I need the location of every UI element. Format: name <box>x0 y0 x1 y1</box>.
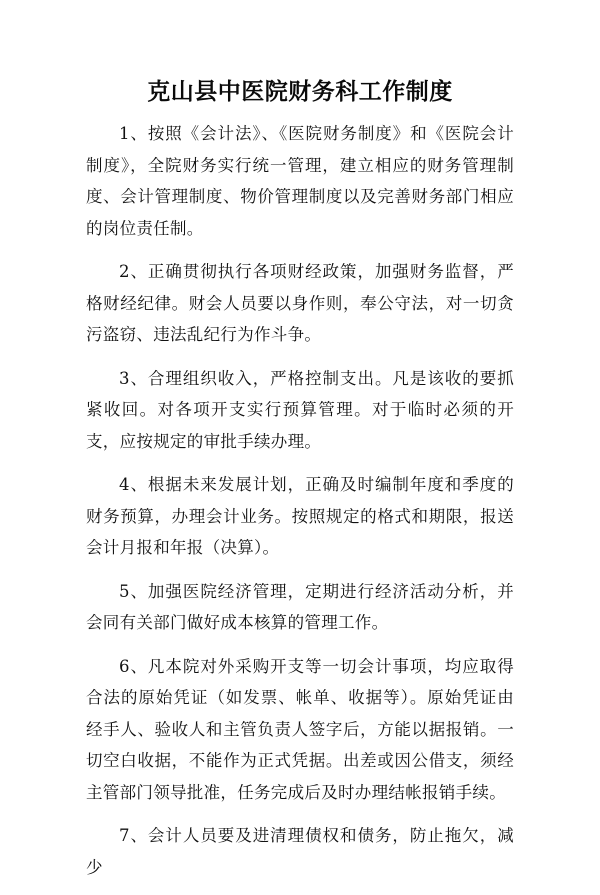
paragraph-7: 7、会计人员要及进清理债权和债务，防止拖欠，减少 <box>86 826 514 877</box>
paragraph-2: 2、正确贯彻执行各项财经政策，加强财务监督，严格财经纪律。财会人员要以身作则，奉公守法，对一切贪污盗窃、违法乱纪行为作斗争。 <box>86 262 514 344</box>
paragraph-1: 1、按照《会计法》、《医院财务制度》和《医院会计制度》，全院财务实行统一管理，建立相应的财务管理制度、会计管理制度、物价管理制度以及完善财务部门相应的岗位责任制。 <box>86 124 514 238</box>
paragraph-5: 5、加强医院经济管理，定期进行经济活动分析，并会同有关部门做好成本核算的管理工作。 <box>86 581 514 632</box>
paragraph-6: 6、凡本院对外采购开支等一切会计事项，均应取得合法的原始凭证（如发票、帐单、收据等）。原始凭证由经手人、验收人和主管负责人签字后，方能以据报销。一切空白收据，不能作为正式凭据。出差或因公借支，须经主管部门领导批准，任务完成后及时办理结帐报销手续。 <box>86 656 514 802</box>
document-body <box>86 118 514 895</box>
paragraph-3: 3、合理组织收入，严格控制支出。凡是该收的要抓紧收回。对各项开支实行预算管理。对于临时必须的开支，应按规定的审批手续办理。 <box>86 368 514 451</box>
document-title: 克山县中医院财务科工作制度 <box>147 78 453 105</box>
paragraph-4: 4、根据未来发展计划，正确及时编制年度和季度的财务预算，办理会计业务。按照规定的格式和期限，报送会计月报和年报（决算）。 <box>86 475 514 557</box>
